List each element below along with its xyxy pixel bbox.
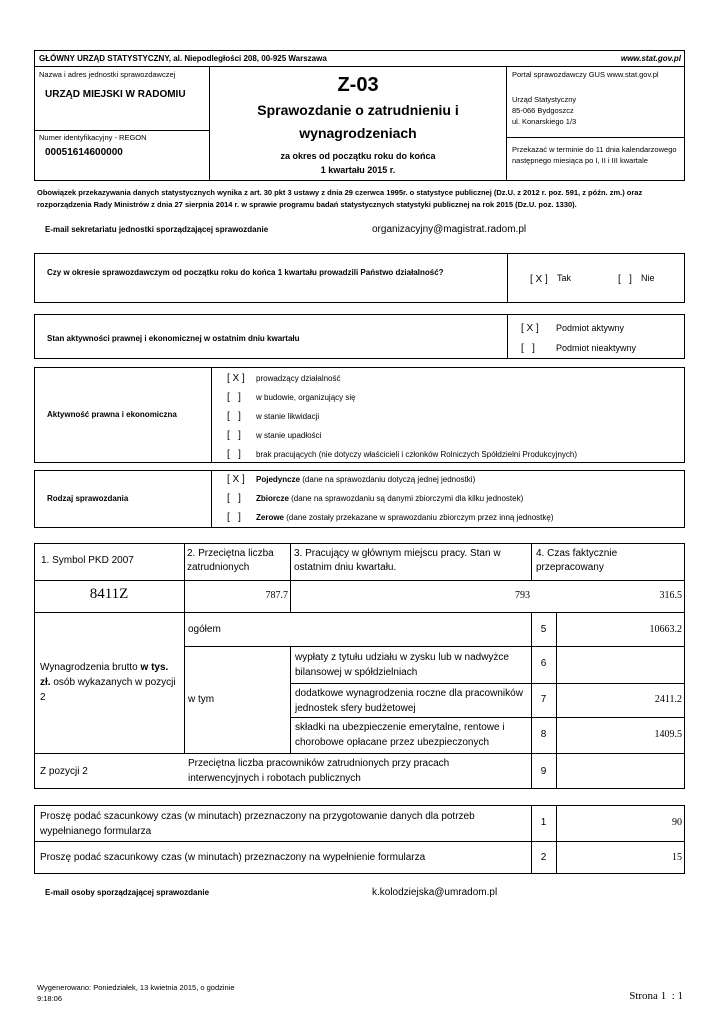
- wages-label-bold: w tys. zł.: [40, 662, 169, 688]
- page-number: Strona 1 : 1: [629, 990, 683, 1002]
- regon-label: Numer identyfikacyjny - REGON: [39, 133, 147, 142]
- activity-yes-checkbox[interactable]: [ X ]: [530, 274, 548, 285]
- total-label: ogółem: [188, 624, 221, 635]
- report-zero-name: Zerowe: [256, 513, 285, 522]
- of-which-label: w tym: [188, 694, 215, 705]
- avg-employed-value: 787.7: [265, 590, 288, 601]
- sub-row-7-value: 2411.2: [654, 694, 682, 705]
- report-zero-checkbox[interactable]: [ ]: [227, 512, 241, 523]
- office-line-1: Urząd Statystyczny: [512, 95, 577, 104]
- status-active-label: Podmiot aktywny: [556, 323, 625, 333]
- period-line-2: 1 kwartału 2015 r.: [320, 165, 396, 175]
- legal-status-label: Stan aktywności prawnej i ekonomicznej w ostatnim dniu kwartału: [47, 334, 300, 343]
- activity-yes-label: Tak: [557, 273, 572, 283]
- report-single-checkbox[interactable]: [ X ]: [227, 474, 245, 485]
- website-link[interactable]: www.stat.gov.pl: [620, 54, 681, 63]
- time-prep-value: 90: [672, 817, 682, 828]
- secretariat-email-value: organizacyjny@magistrat.radom.pl: [372, 224, 527, 235]
- working-value: 793: [515, 590, 530, 601]
- activity-question-text: Czy w okresie sprawozdawczym od początku roku do końca 1 kwartału prowadzili Państwo działalność?: [47, 268, 444, 277]
- from-pos2-number: 9: [540, 766, 547, 777]
- hours-value: 316.5: [659, 590, 682, 601]
- total-row-number: 5: [540, 624, 547, 635]
- time-prep-text: Proszę podać szacunkowy czas (w minutach) przeznaczony na przygotowanie danych dla potrzeb wypełnianego formularza: [40, 811, 475, 837]
- preparer-email-value: k.kolodziejska@umradom.pl: [372, 887, 498, 898]
- report-collective-desc: (dane na sprawozdaniu są danymi zbiorczymi dla kilku jednostek): [291, 494, 524, 503]
- form-code: Z-03: [337, 74, 379, 96]
- activity-option-2-label: w stanie likwidacji: [256, 412, 320, 421]
- sub-row-8-text: składki na ubezpieczenie emerytalne, rentowe i chorobowe opłacane przez ubezpieczonych: [295, 722, 505, 748]
- report-collective-name: Zbiorcze: [256, 494, 289, 503]
- report-type-label: Rodzaj sprawozdania: [47, 494, 129, 503]
- time-fill-value: 15: [672, 852, 682, 863]
- sub-row-7-number: 7: [540, 694, 547, 705]
- preparer-email-label: E-mail osoby sporządzającej sprawozdanie: [45, 888, 210, 897]
- deadline-info: Przekazać w terminie do 11 dnia kalendarzowego następnego miesiąca po I, II i III kwartale: [512, 145, 677, 165]
- report-collective-option: [256, 494, 523, 503]
- office-line-3: ul. Konarskiego 1/3: [512, 117, 577, 126]
- wages-label: [40, 660, 180, 705]
- form-title: Sprawozdanie o zatrudnieniu i wynagrodzeniach: [257, 102, 459, 141]
- report-zero-option: [256, 513, 554, 522]
- regon-value: 00051614600000: [45, 147, 123, 158]
- wages-label-post: osób wykazanych w pozycji 2: [40, 677, 176, 703]
- status-active-checkbox[interactable]: [ X ]: [521, 323, 539, 334]
- status-inactive-checkbox[interactable]: [ ]: [521, 343, 535, 354]
- activity-option-1-label: w budowie, organizujący się: [256, 393, 356, 402]
- unit-name: URZĄD MIEJSKI W RADOMIU: [45, 89, 186, 100]
- wages-label-pre: Wynagrodzenia brutto: [40, 662, 141, 673]
- sub-row-7-text: dodatkowe wynagrodzenia roczne dla pracowników jednostek sfery budżetowej: [295, 688, 523, 714]
- from-pos2-text: Przeciętna liczba pracowników zatrudnionych przy pracach interwencyjnych i robotach publicznych: [188, 758, 450, 784]
- activity-option-4-label: brak pracujących (nie dotyczy właścicieli i członków Rolniczych Spółdzielni Produkcyjnych): [256, 450, 578, 459]
- activity-no-label: Nie: [641, 273, 655, 283]
- status-inactive-label: Podmiot nieaktywny: [556, 343, 637, 353]
- activity-option-3-label: w stanie upadłości: [256, 431, 322, 440]
- generated-timestamp: Wygenerowano: Poniedziałek, 13 kwietnia 2015, o godzinie 9:18:06: [37, 983, 235, 1003]
- col-hours-header: 4. Czas faktycznie przepracowany: [536, 548, 618, 573]
- activity-option-0-checkbox[interactable]: [ X ]: [227, 373, 245, 384]
- report-collective-checkbox[interactable]: [ ]: [227, 493, 241, 504]
- col-working-header: 3. Pracujący w głównym miejscu pracy. Stan w ostatnim dniu kwartału.: [294, 548, 501, 573]
- time-fill-text: Proszę podać szacunkowy czas (w minutach) przeznaczony na wypełnienie formularza: [40, 852, 426, 863]
- agency-header: GŁÓWNY URZĄD STATYSTYCZNY, al. Niepodległości 208, 00-925 Warszawa: [39, 54, 327, 63]
- pkd-value: 8411Z: [89, 586, 129, 602]
- sub-row-8-value: 1409.5: [654, 729, 682, 740]
- activity-option-3-checkbox[interactable]: [ ]: [227, 430, 241, 441]
- office-line-2: 85-066 Bydgoszcz: [512, 106, 574, 115]
- activity-no-checkbox[interactable]: [ ]: [618, 274, 632, 285]
- legal-notice: Obowiązek przekazywania danych statystycznych wynika z art. 30 pkt 3 ustawy z dnia 29 czerwca 1995r. o statystyce publicznej (Dz.U. z 2012 r. poz. 591, z późn. zm.) oraz rozporządzenia Rady Ministrów z dnia 27 sierpnia 2014 r. w sprawie programu badań statystycznych statystyki publicznej na rok 2015 (Dz.U. poz. 1330).: [37, 188, 643, 209]
- col-avg-header: 2. Przeciętna liczba zatrudnionych: [187, 548, 274, 573]
- from-pos2-label: Z pozycji 2: [40, 766, 88, 777]
- portal-info: Portal sprawozdawczy GUS www.stat.gov.pl: [512, 70, 659, 79]
- time-prep-number: 1: [540, 817, 547, 828]
- total-value: 10663.2: [649, 624, 682, 635]
- report-single-option: [256, 475, 475, 484]
- sub-row-6-text: wypłaty z tytułu udziału w zysku lub w nadwyżce bilansowej w spółdzielniach: [295, 652, 509, 678]
- secretariat-email-label: E-mail sekretariatu jednostki sporządzającej sprawozdanie: [45, 225, 269, 234]
- sub-row-8-number: 8: [540, 729, 547, 740]
- sub-row-6-number: 6: [540, 658, 547, 669]
- report-single-name: Pojedyncze: [256, 475, 301, 484]
- activity-option-4-checkbox[interactable]: [ ]: [227, 449, 241, 460]
- unit-name-label: Nazwa i adres jednostki sprawozdawczej: [39, 70, 176, 79]
- activity-option-0-label: prowadzący działalność: [256, 374, 341, 383]
- report-zero-desc: (dane zostały przekazane w sprawozdaniu zbiorczym przez inną jednostkę): [286, 513, 554, 522]
- report-single-desc: (dane na sprawozdaniu dotyczą jednej jednostki): [302, 475, 476, 484]
- period-line-1: za okres od początku roku do końca: [280, 151, 436, 161]
- activity-option-1-checkbox[interactable]: [ ]: [227, 392, 241, 403]
- activity-option-2-checkbox[interactable]: [ ]: [227, 411, 241, 422]
- time-fill-number: 2: [540, 852, 547, 863]
- activity-type-label: Aktywność prawna i ekonomiczna: [47, 410, 177, 419]
- col-pkd-header: 1. Symbol PKD 2007: [41, 555, 134, 566]
